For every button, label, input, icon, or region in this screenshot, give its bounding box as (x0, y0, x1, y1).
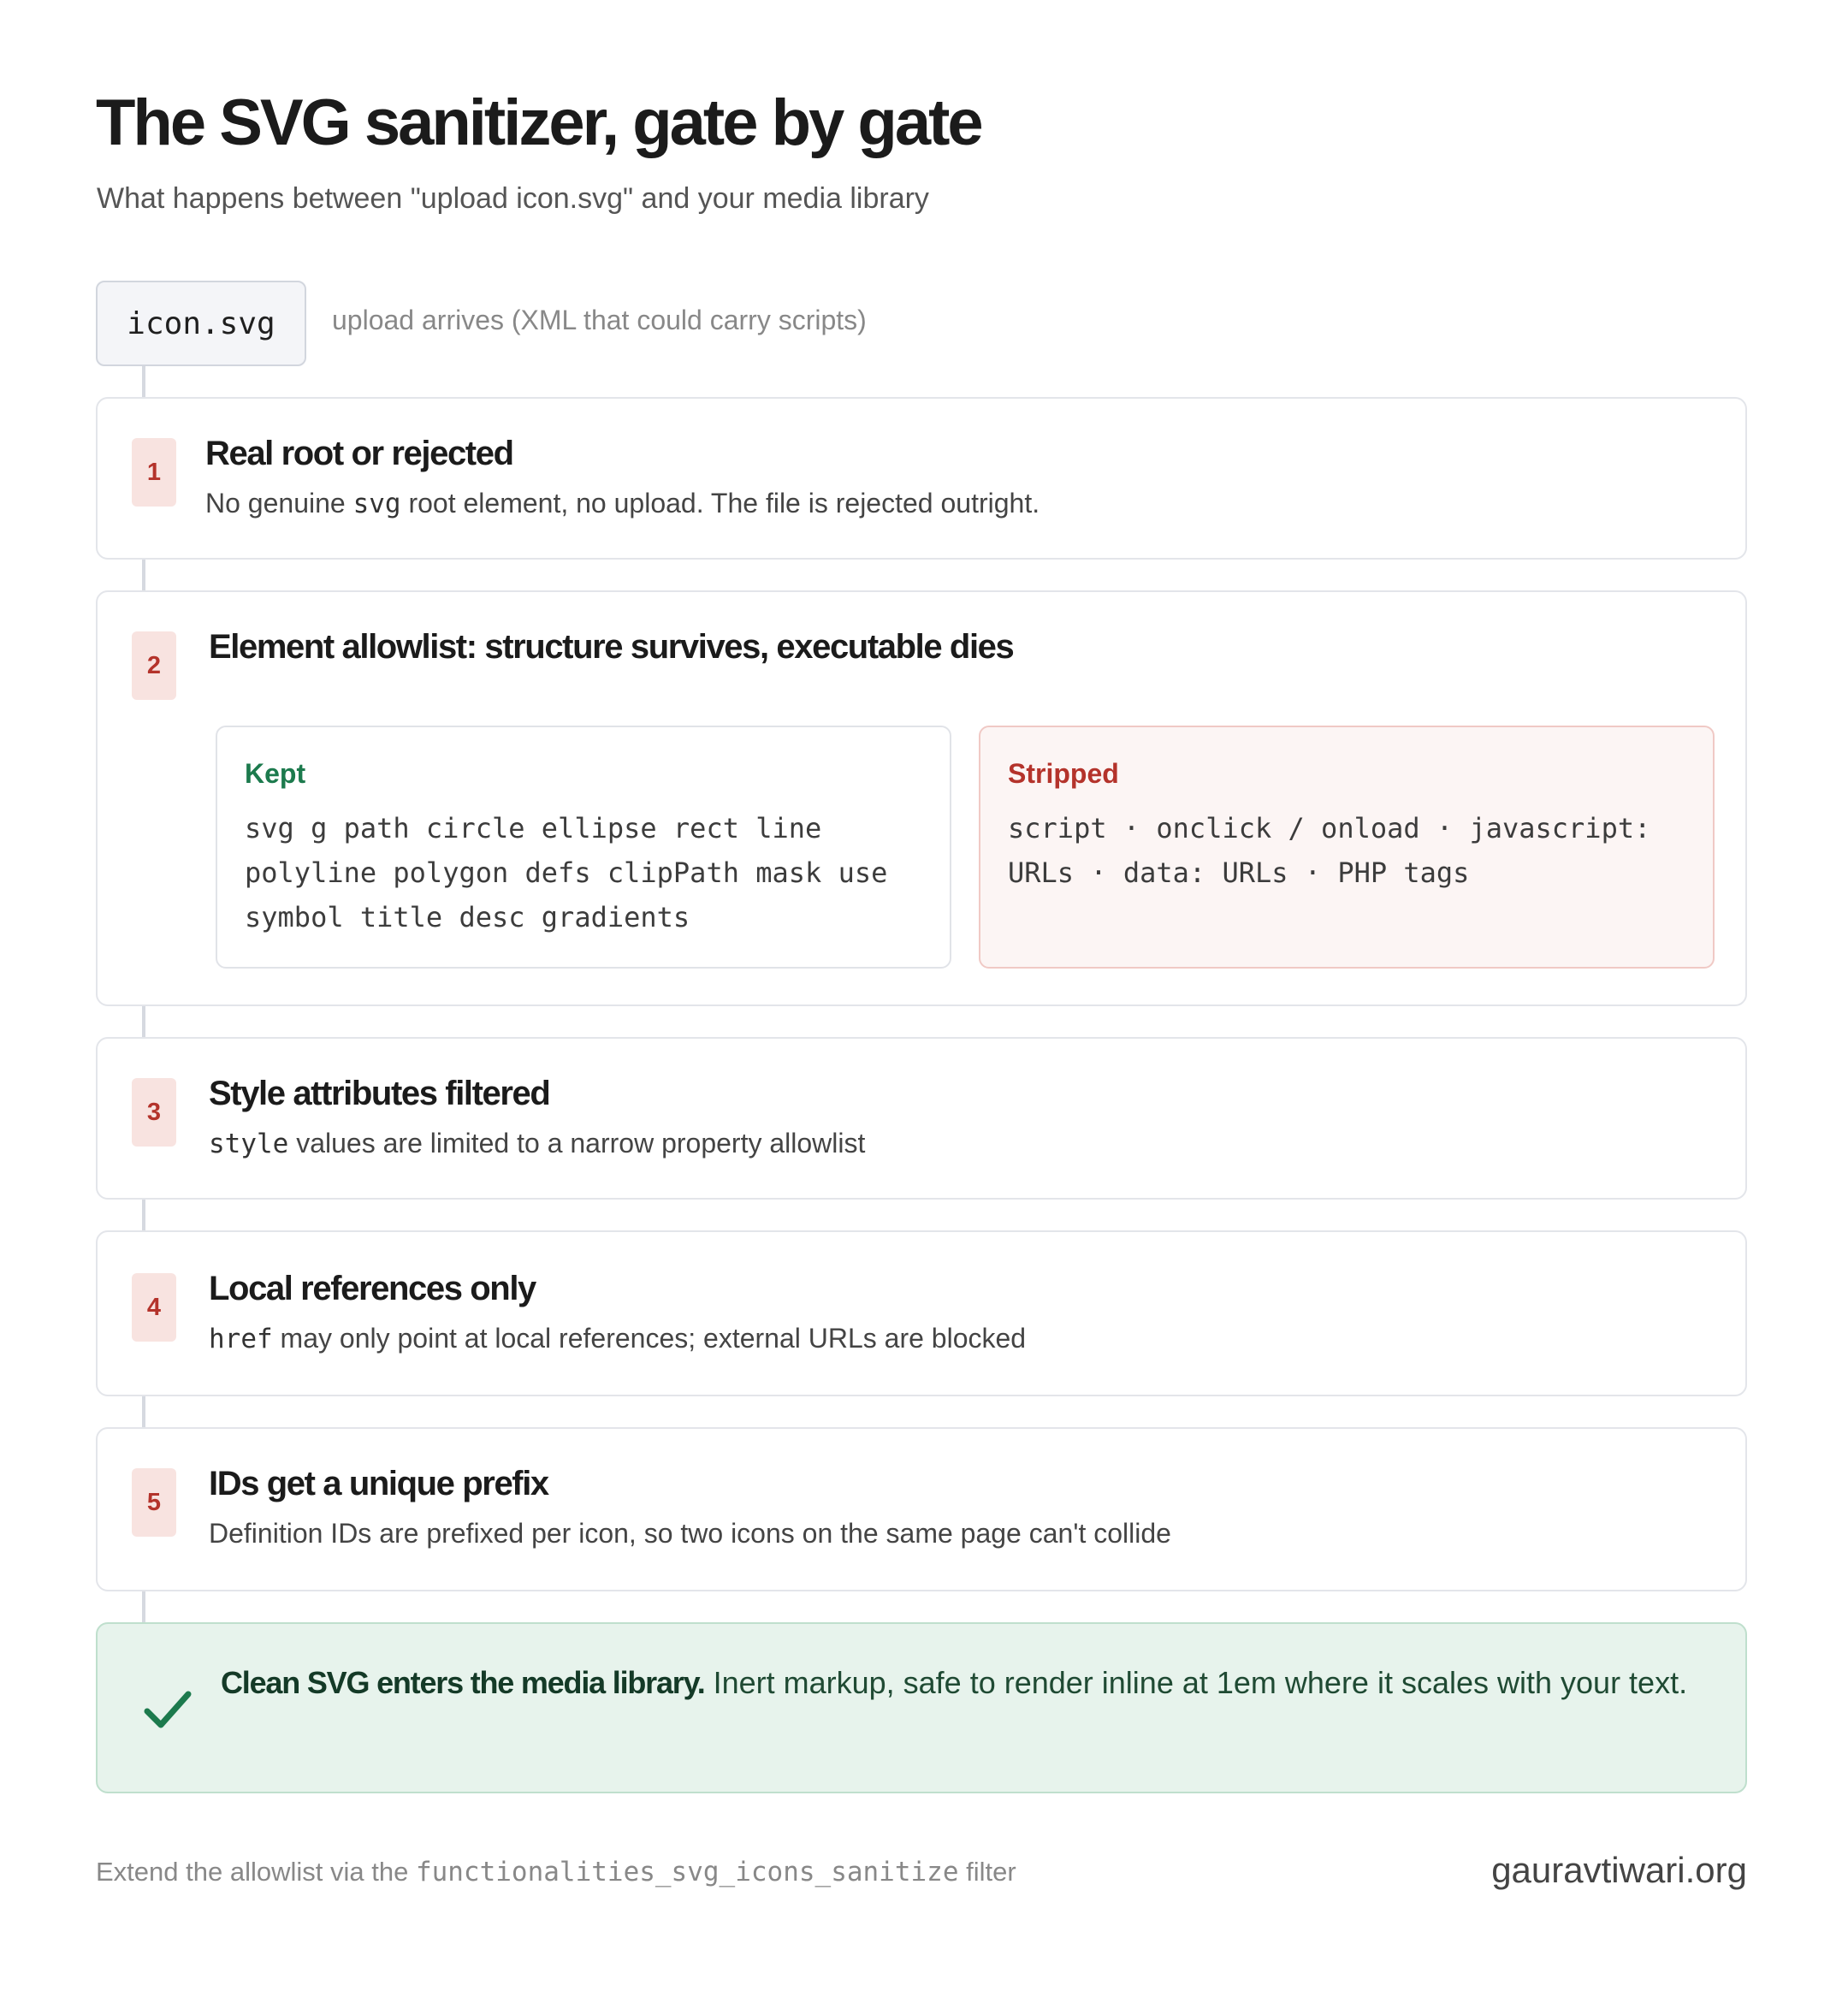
connector-line (142, 558, 145, 594)
connector-line (142, 1004, 145, 1040)
gate-number: 4 (132, 1273, 176, 1342)
kept-box (216, 726, 951, 969)
site-name: gauravtiwari.org (1491, 1850, 1747, 1890)
page-subtitle: What happens between "upload icon.svg" and your media library (97, 182, 929, 215)
stripped-box (979, 726, 1715, 969)
gate-title: Style attributes filtered (209, 1075, 550, 1112)
gate-card-3 (96, 1037, 1747, 1200)
gate-number: 5 (132, 1468, 176, 1537)
kept-label: Kept (245, 758, 306, 789)
gate-title: Real root or rejected (205, 435, 513, 472)
gate-card-1 (96, 397, 1747, 560)
file-note: upload arrives (XML that could carry scripts) (332, 305, 867, 335)
gate-description: style values are limited to a narrow property allowlist (209, 1128, 866, 1159)
gate-card-2 (96, 590, 1747, 1006)
result-text: Clean SVG enters the media library. Inert markup, safe to render inline at 1em where it scales with your text. (221, 1665, 1688, 1700)
stripped-label: Stripped (1008, 758, 1119, 789)
gate-title: IDs get a unique prefix (209, 1465, 548, 1502)
gate-number: 1 (132, 438, 176, 507)
gate-title: Element allowlist: structure survives, executable dies (209, 628, 1014, 666)
gate-card-5 (96, 1427, 1747, 1591)
connector-line (142, 1198, 145, 1234)
file-chip: icon.svg (96, 281, 306, 366)
page-title: The SVG sanitizer, gate by gate (96, 86, 981, 159)
footer-note: Extend the allowlist via the functionalities_svg_icons_sanitize filter (96, 1857, 1016, 1887)
result-banner (96, 1622, 1747, 1793)
connector-line (142, 364, 145, 400)
gate-title: Local references only (209, 1270, 536, 1307)
gate-number: 2 (132, 631, 176, 700)
stripped-elements: script · onclick / onload · javascript: URLs · data: URLs · PHP tags (1008, 812, 1651, 889)
kept-elements: svg g path circle ellipse rect line polyline polygon defs clipPath mask use symbol title desc gradients (245, 812, 888, 933)
connector-line (142, 1395, 145, 1431)
gate-description: href may only point at local references; external URLs are blocked (209, 1323, 1027, 1354)
connector-line (142, 1590, 145, 1626)
gate-description: No genuine svg root element, no upload. The file is rejected outright. (205, 488, 1040, 519)
check-icon (142, 1686, 193, 1733)
gate-description: Definition IDs are prefixed per icon, so two icons on the same page can't collide (209, 1518, 1171, 1549)
gate-card-4 (96, 1230, 1747, 1396)
gate-number: 3 (132, 1078, 176, 1147)
